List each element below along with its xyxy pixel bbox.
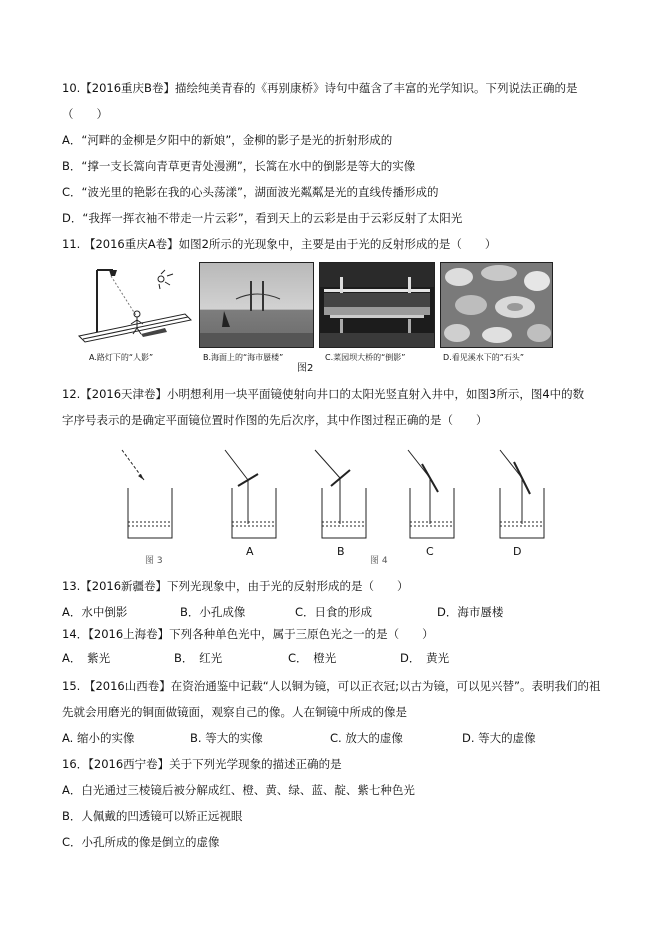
- q16-option-c: C．小孔所成的像是倒立的虚像: [62, 835, 220, 849]
- q14-option-b: B． 红光: [174, 651, 223, 665]
- q15-option-c: C. 放大的虚像: [330, 731, 403, 745]
- beaker-label-d: D: [513, 545, 522, 558]
- caption-a: A.路灯下的“人影”: [89, 353, 154, 362]
- figure-3-label: 图 3: [145, 556, 163, 566]
- q10-option-c: C．“波光里的艳影在我的心头荡漾”，湖面波光粼粼是光的直线传播形成的: [62, 185, 439, 199]
- q13-option-a: A．水中倒影: [62, 605, 128, 619]
- q11-stem: 11. 【2016重庆A卷】如图2所示的光现象中，主要是由于光的反射形成的是（ ）: [62, 237, 497, 251]
- q16-stem: 16．【2016西宁卷】关于下列光学现象的描述正确的是: [62, 757, 342, 771]
- figure-4-label: 图 4: [370, 556, 388, 566]
- q10-option-d: D．“我挥一挥衣袖不带走一片云彩”，看到天上的云彩是由于云彩反射了太阳光: [62, 211, 463, 225]
- figure-stones-underwater: [440, 262, 553, 348]
- q13-stem: 13.【2016新疆卷】下列光现象中，由于光的反射形成的是（ ）: [62, 579, 409, 593]
- beaker-label-b: B: [337, 545, 345, 558]
- beaker-label-c: C: [426, 545, 434, 558]
- q10-option-a: A．“河畔的金柳是夕阳中的新娘”，金柳的影子是光的折射形成的: [62, 133, 393, 147]
- q15-stem-line2: 先就会用磨光的铜面做镜面，观察自己的像。人在铜镜中所成的像是: [62, 705, 407, 719]
- caption-c: C.菜园坝大桥的“倒影”: [325, 353, 406, 362]
- figure-bridge-reflection: [319, 262, 435, 348]
- q12-stem-line1: 12.【2016天津卷】小明想利用一块平面镜使射向井口的太阳光竖直射入井中，如图3所示，图4中的数: [62, 387, 585, 401]
- q14-option-d: D． 黄光: [400, 651, 450, 665]
- caption-d: D.看见溪水下的“石头”: [443, 353, 524, 362]
- q10-stem-line1: 10.【2016重庆B卷】描绘纯美青春的《再别康桥》诗句中蕴含了丰富的光学知识。下列说法正确的是: [62, 81, 578, 95]
- q13-option-d: D．海市蜃楼: [437, 605, 504, 619]
- reflection-diagrams: [100, 444, 560, 544]
- q15-option-a: A. 缩小的实像: [62, 731, 135, 745]
- q10-stem-line2: （ ）: [62, 107, 108, 121]
- figure-2-label: 图2: [297, 363, 314, 374]
- q12-stem-line2: 字序号表示的是确定平面镜位置时作图的先后次序，其中作图过程正确的是（ ）: [62, 413, 488, 427]
- q13-option-c: C．日食的形成: [295, 605, 373, 619]
- q15-stem-line1: 15. 【2016山西卷】在资治通鉴中记载“人以铜为镜，可以正衣冠;以古为镜，可以见兴替”。表明我们的祖: [62, 679, 601, 693]
- q13-option-b: B．小孔成像: [180, 605, 246, 619]
- q10-option-b: B．“撑一支长篙向青草更青处漫溯”，长篙在水中的倒影是等大的实像: [62, 159, 416, 173]
- q16-option-b: B．人佩戴的凹透镜可以矫正远视眼: [62, 809, 243, 823]
- figure-mirage: [199, 262, 314, 348]
- q14-option-c: C． 橙光: [288, 651, 337, 665]
- beaker-label-a: A: [246, 545, 254, 558]
- q16-option-a: A．白光通过三棱镜后被分解成红、橙、黄、绿、蓝、靛、紫七种色光: [62, 783, 415, 797]
- q15-option-b: B. 等大的实像: [190, 731, 263, 745]
- q15-option-d: D. 等大的虚像: [462, 731, 536, 745]
- figure-streetlamp-shadow: [75, 262, 192, 346]
- q14-stem: 14．【2016上海卷】下列各种单色光中，属于三原色光之一的是（ ）: [62, 627, 434, 641]
- caption-b: B.海面上的“海市蜃楼”: [203, 353, 284, 362]
- q14-option-a: A． 紫光: [62, 651, 111, 665]
